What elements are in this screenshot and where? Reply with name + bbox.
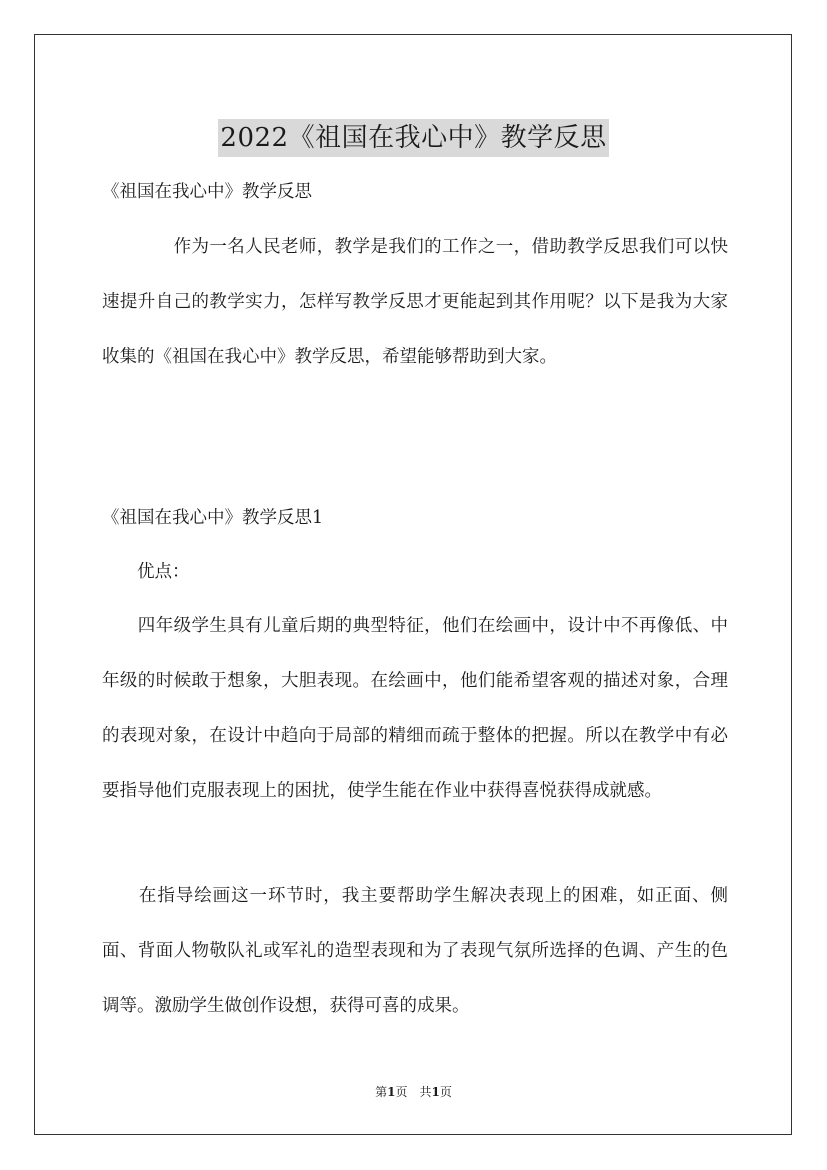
section-heading: 《祖国在我心中》教学反思1 [102, 508, 324, 528]
footer-prefix: 第 [375, 1085, 388, 1099]
footer-suffix: 页 [439, 1085, 452, 1099]
title-wrap [0, 102, 827, 175]
document-title: 2022《祖国在我心中》教学反思 [218, 119, 608, 157]
footer-page-number: 1 [387, 1085, 396, 1099]
intro-paragraph: 作为一名人民老师，教学是我们的工作之一，借助教学反思我们可以快速提升自己的教学实力，怎样写教学反思才更能起到其作用呢？以下是我为大家收集的《祖国在我心中》教学反思，希望能够帮助到大家。 [102, 237, 728, 367]
body-paragraph-2: 在指导绘画这一环节时，我主要帮助学生解决表现上的困难，如正面、侧面、背面人物敬队礼或军礼的造型表现和为了表现气氛所选择的色调、产生的色调等。激励学生做创作设想，获得可喜的成果。 [102, 886, 728, 1016]
body-paragraph-1: 四年级学生具有儿童后期的典型特征，他们在绘画中，设计中不再像低、中年级的时候敢于想象，大胆表现。在绘画中，他们能希望客观的描述对象，合理的表现对象，在设计中趋向于局部的精细而疏于整体的把握。所以在教学中有必要指导他们克服表现上的困扰，使学生能在作业中获得喜悦获得成就感。 [102, 616, 728, 801]
footer-mid: 页 共 [395, 1085, 432, 1099]
subtitle: 《祖国在我心中》教学反思 [102, 182, 312, 202]
page-footer [0, 1083, 827, 1100]
footer-total-pages: 1 [431, 1085, 440, 1099]
advantages-label: 优点： [102, 562, 190, 582]
